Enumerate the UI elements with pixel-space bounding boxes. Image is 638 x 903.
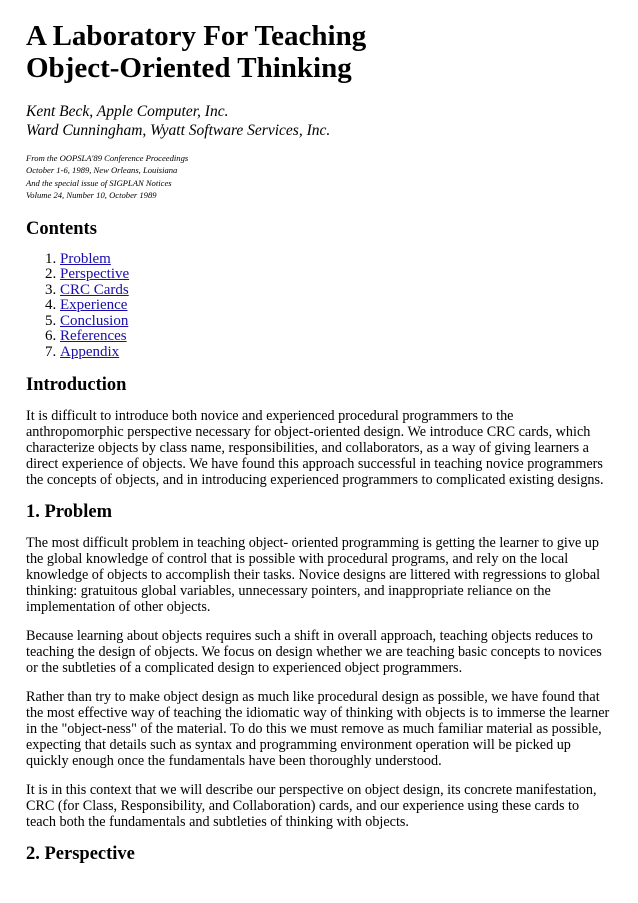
problem-paragraph-3: Rather than try to make object design as much like procedural design as possible, we have found that the most effective way of teaching the idiomatic way of thinking with objects is to immerse the learner in the "object-ness" of the material. To do this we must remove as much familiar material as possible, expecting that details such as syntax and programming environment operation will be picked up quickly enough once the fundamentals have been thoroughly understood. [26,689,610,770]
problem-paragraph-4: It is in this context that we will describe our perspective on object design, its concrete manifestation, CRC (for Class, Responsibility, and Collaboration) cards, and our experience using these cards to teach both the fundamentals and subtleties of thinking with objects. [26,782,597,831]
toc-link-perspective[interactable]: Perspective [60,266,130,283]
problem-heading: 1. Problem [26,502,112,523]
toc-item [60,329,612,345]
toc-link-problem[interactable]: Problem [60,250,111,267]
perspective-heading: 2. Perspective [26,844,135,865]
toc-link-conclusion[interactable]: Conclusion [60,312,129,329]
toc-link-appendix[interactable]: Appendix [60,343,120,360]
introduction-heading: Introduction [26,375,127,396]
author-1: Kent Beck, Apple Computer, Inc. [26,103,229,120]
publication-info [26,152,612,202]
introduction-paragraph: It is difficult to introduce both novice and experienced procedural programmers to the anthropomorphic perspective necessary for object-oriented design. We introduce CRC cards, which characterize objects by class name, responsibilities, and collaborators, as a way of giving learners a direct experience of objects. We have found this approach successful in teaching novice programmers the concepts of objects, and in introducing experienced programmers to complicated existing designs. [26,408,604,489]
contents-heading: Contents [26,218,97,239]
toc-item [60,252,612,268]
toc-link-references[interactable]: References [60,328,127,345]
toc-item [60,298,612,314]
toc-link-experience[interactable]: Experience [60,297,128,314]
paper-title [26,20,612,84]
pub-line-1: From the OOPSLA'89 Conference Proceedings [26,153,189,163]
toc-item [60,345,612,361]
author-list [26,102,612,140]
toc-item [60,283,612,299]
table-of-contents [26,252,612,361]
pub-line-2: October 1-6, 1989, New Orleans, Louisiana [26,165,178,176]
problem-paragraph-2: Because learning about objects requires such a shift in overall approach, teaching objects reduces to teaching the design of objects. We focus on design whether we are teaching basic concepts to novices or the subtleties of a complicated design to experienced object programmers. [26,628,602,677]
problem-paragraph-1: The most difficult problem in teaching object- oriented programming is getting the learner to give up the global knowledge of control that is possible with procedural programs, and rely on the local knowledge of objects to accomplish their tasks. Novice designs are littered with regressions to global thinking: gratuitous global variables, unnecessary pointers, and inappropriate reliance on the implementation of other objects. [26,535,601,616]
toc-link-crc-cards[interactable]: CRC Cards [60,281,129,298]
pub-line-4: Volume 24, Number 10, October 1989 [26,190,157,201]
author-2: Ward Cunningham, Wyatt Software Services, Inc. [26,122,331,139]
pub-line-3: And the special issue of SIGPLAN Notices [26,177,172,188]
toc-item [60,267,612,283]
title-line-2: Object-Oriented Thinking [26,52,352,84]
title-line-1: A Laboratory For Teaching [26,20,367,52]
toc-item [60,314,612,330]
